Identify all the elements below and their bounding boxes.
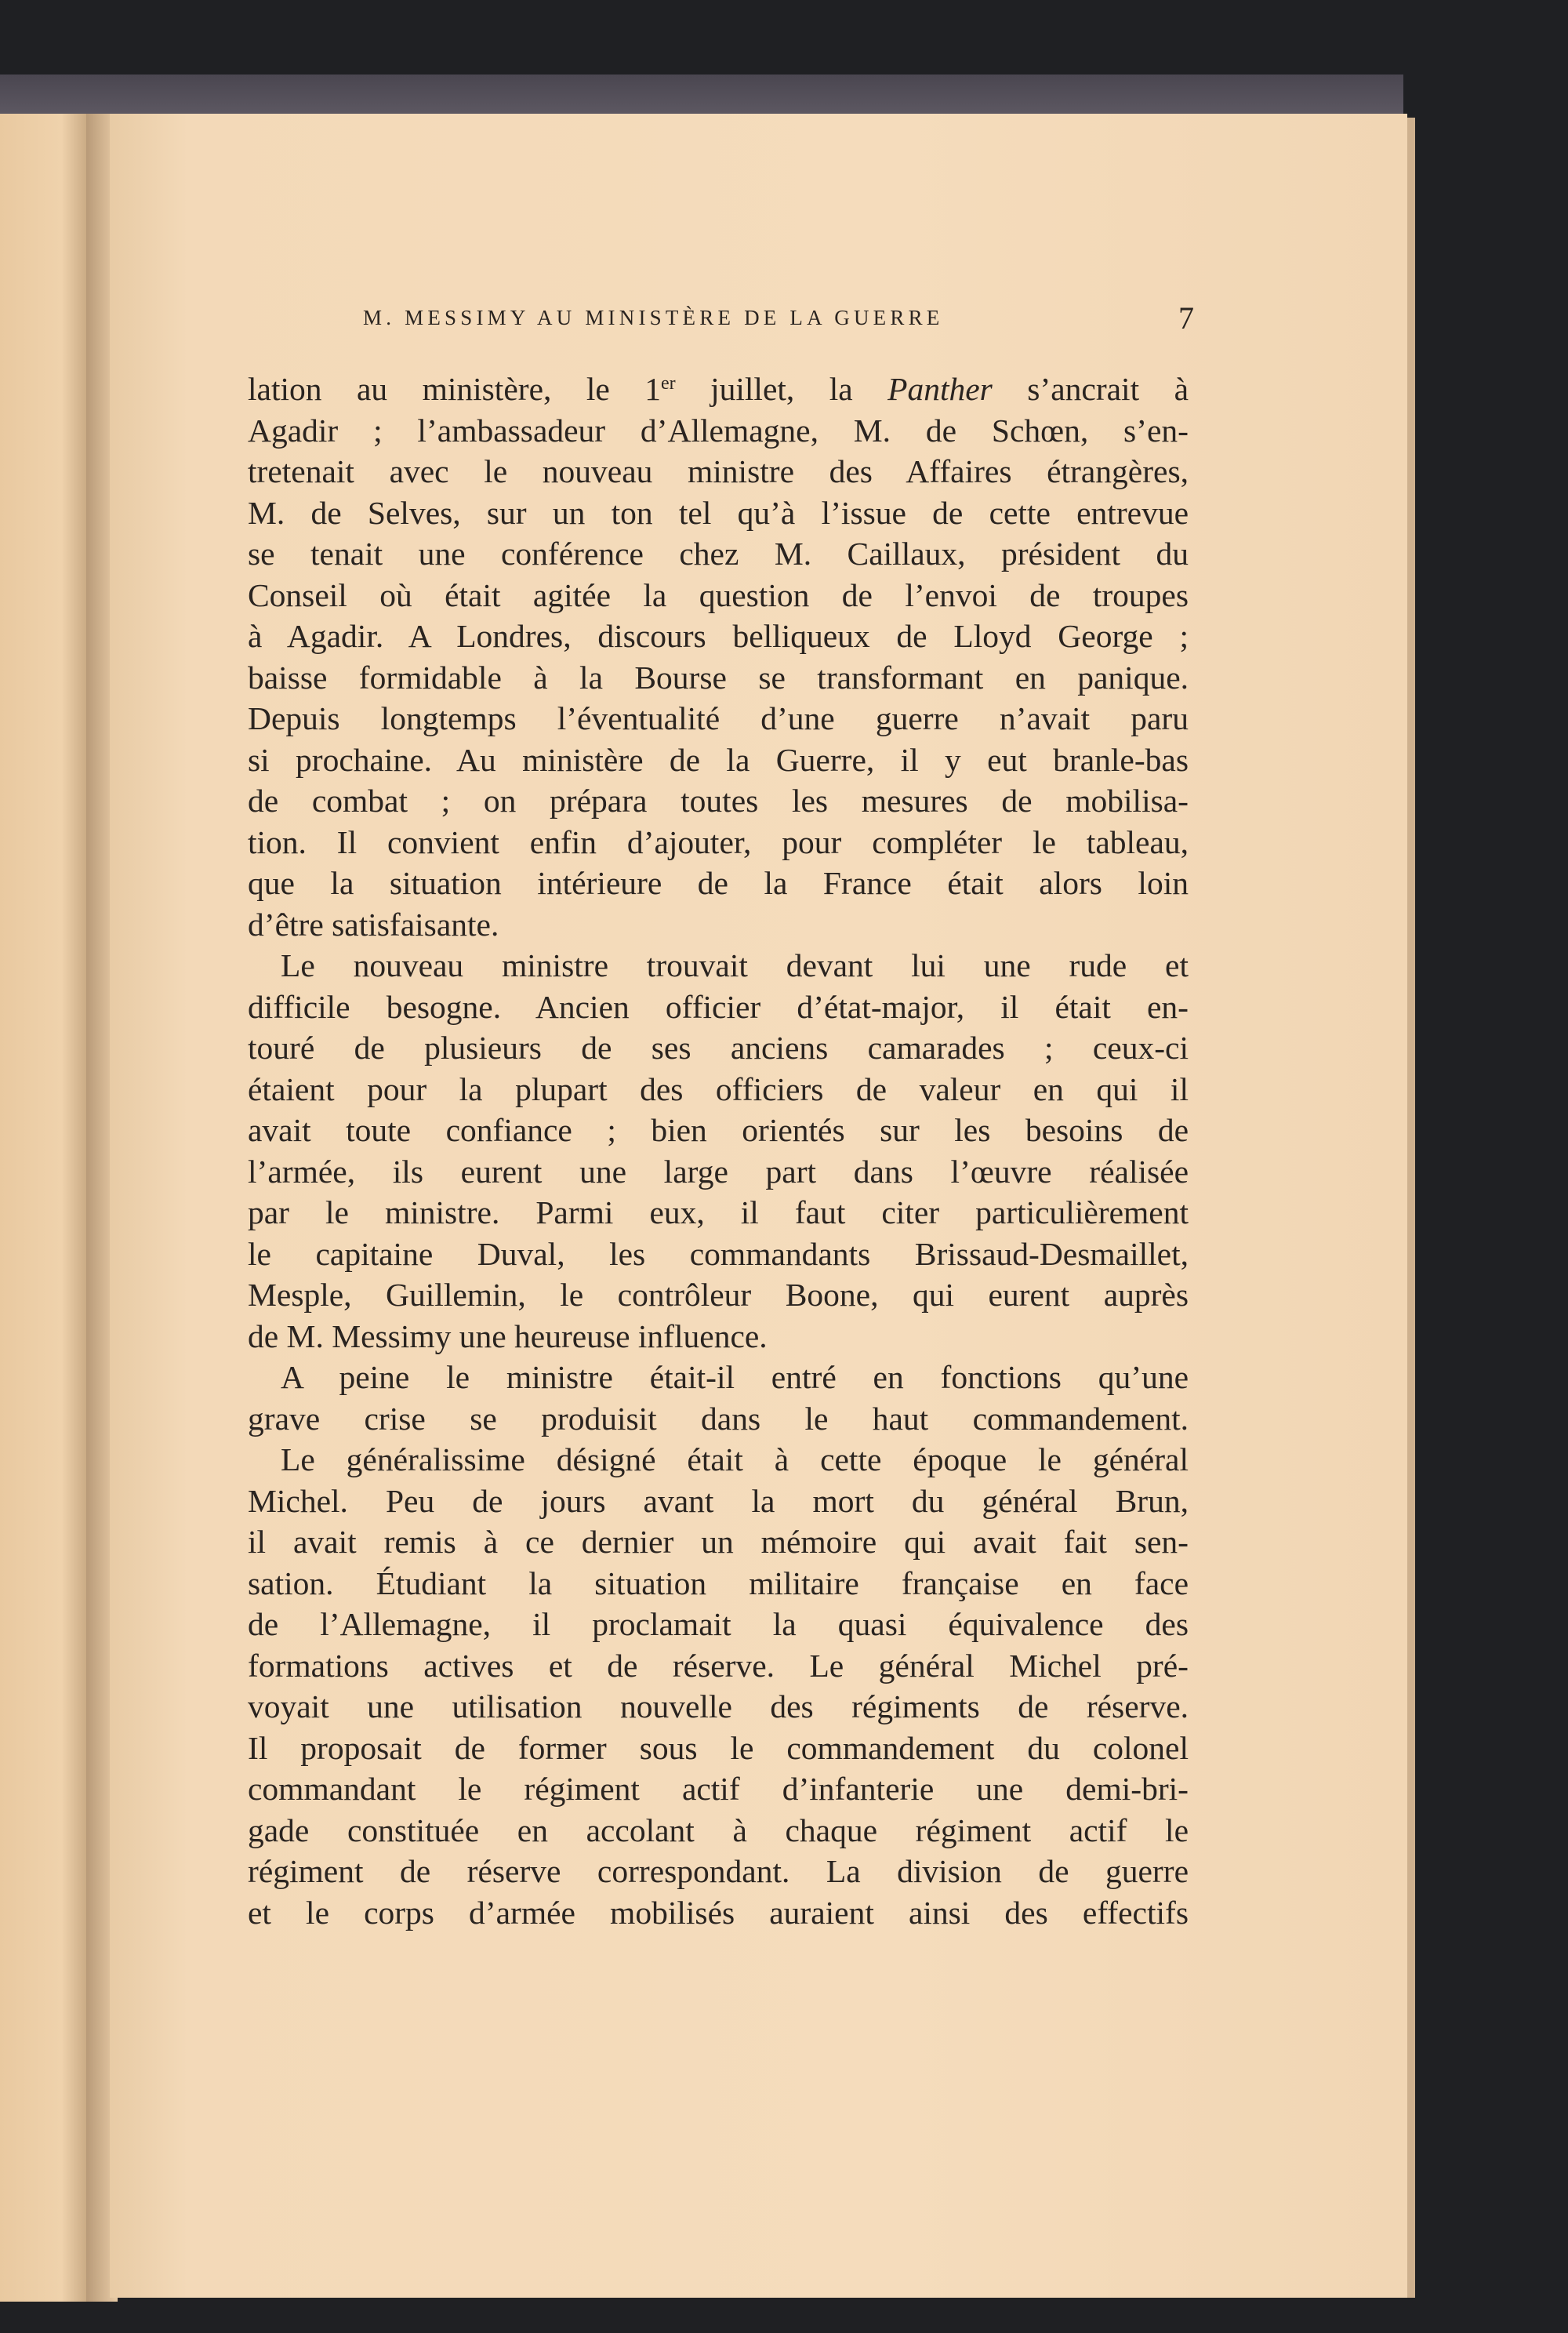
body-text: [248, 369, 1189, 1933]
text-line: il avait remis à ce dernier un mémoire qui avait fait sen-: [248, 1524, 1189, 1560]
text-line: touré de plusieurs de ses anciens camarades ; ceux-ci: [248, 1030, 1189, 1066]
text-line: de combat ; on prépara toutes les mesures de mobilisa-: [248, 783, 1189, 819]
text-line: l’armée, ils eurent une large part dans l’œuvre réalisée: [248, 1153, 1189, 1190]
book-cover-edge: [0, 74, 1403, 117]
text-line: grave crise se produisit dans le haut commandement.: [248, 1400, 1189, 1437]
text-line: gade constituée en accolant à chaque régiment actif le: [248, 1812, 1189, 1848]
text-line: difficile besogne. Ancien officier d’état-major, il était en-: [248, 988, 1189, 1025]
text-line: Le nouveau ministre trouvait devant lui une rude et: [281, 947, 1189, 983]
text-line: Le généralissime désigné était à cette époque le général: [281, 1441, 1189, 1477]
text-line: formations actives et de réserve. Le général Michel pré-: [248, 1647, 1189, 1684]
text-line: A peine le ministre était-il entré en fonctions qu’une: [281, 1359, 1189, 1395]
text-line: avait toute confiance ; bien orientés sur les besoins de: [248, 1112, 1189, 1148]
text-line: que la situation intérieure de la France était alors loin: [248, 865, 1189, 901]
text-line: à Agadir. A Londres, discours belliqueux de Lloyd George ;: [248, 618, 1189, 654]
text-line: si prochaine. Au ministère de la Guerre, il y eut branle-bas: [248, 741, 1189, 778]
text-line: d’être satisfaisante.: [248, 906, 499, 943]
page-edge: [1407, 118, 1415, 2298]
left-page-edge: [0, 114, 88, 2302]
text-line: le capitaine Duval, les commandants Brissaud-Desmaillet,: [248, 1235, 1189, 1272]
text-line: Depuis longtemps l’éventualité d’une guerre n’avait paru: [248, 700, 1189, 736]
text-line: de l’Allemagne, il proclamait la quasi équivalence des: [248, 1606, 1189, 1642]
text-line: Mesple, Guillemin, le contrôleur Boone, qui eurent auprès: [248, 1277, 1189, 1313]
superscript: er: [660, 373, 676, 394]
text-line: et le corps d’armée mobilisés auraient ainsi des effectifs: [248, 1894, 1189, 1931]
text-line: Conseil où était agitée la question de l’envoi de troupes: [248, 576, 1189, 613]
text-line: régiment de réserve correspondant. La division de guerre: [248, 1853, 1189, 1889]
text-segment: s’ancrait à: [992, 371, 1189, 407]
text-line: se tenait une conférence chez M. Caillaux, président du: [248, 536, 1189, 572]
running-title: M. MESSIMY AU MINISTÈRE DE LA GUERRE: [363, 306, 944, 329]
text-line: voyait une utilisation nouvelle des régiments de réserve.: [248, 1688, 1189, 1724]
ship-name: Panther: [887, 371, 993, 407]
page-number: 7: [1178, 300, 1194, 336]
text-line: tion. Il convient enfin d’ajouter, pour compléter le tableau,: [248, 823, 1189, 860]
text-line: de M. Messimy une heureuse influence.: [248, 1317, 768, 1354]
text-line: tretenait avec le nouveau ministre des Affaires étrangères,: [248, 453, 1189, 489]
text-line: [248, 369, 1189, 410]
text-line: baisse formidable à la Bourse se transformant en panique.: [248, 659, 1189, 696]
text-line: étaient pour la plupart des officiers de valeur en qui il: [248, 1070, 1189, 1107]
page-header: [363, 300, 1194, 339]
text-line: M. de Selves, sur un ton tel qu’à l’issue de cette entrevue: [248, 494, 1189, 531]
text-segment: juillet, la: [675, 371, 888, 407]
text-segment: lation au ministère, le 1: [248, 371, 661, 407]
text-line: Michel. Peu de jours avant la mort du général Brun,: [248, 1482, 1189, 1519]
text-line: sation. Étudiant la situation militaire française en face: [248, 1564, 1189, 1601]
text-line: Agadir ; l’ambassadeur d’Allemagne, M. de Schœn, s’en-: [248, 412, 1189, 449]
text-line: Il proposait de former sous le commandement du colonel: [248, 1729, 1189, 1766]
text-line: commandant le régiment actif d’infanterie une demi-bri-: [248, 1771, 1189, 1807]
text-line: par le ministre. Parmi eux, il faut citer particulièrement: [248, 1194, 1189, 1230]
